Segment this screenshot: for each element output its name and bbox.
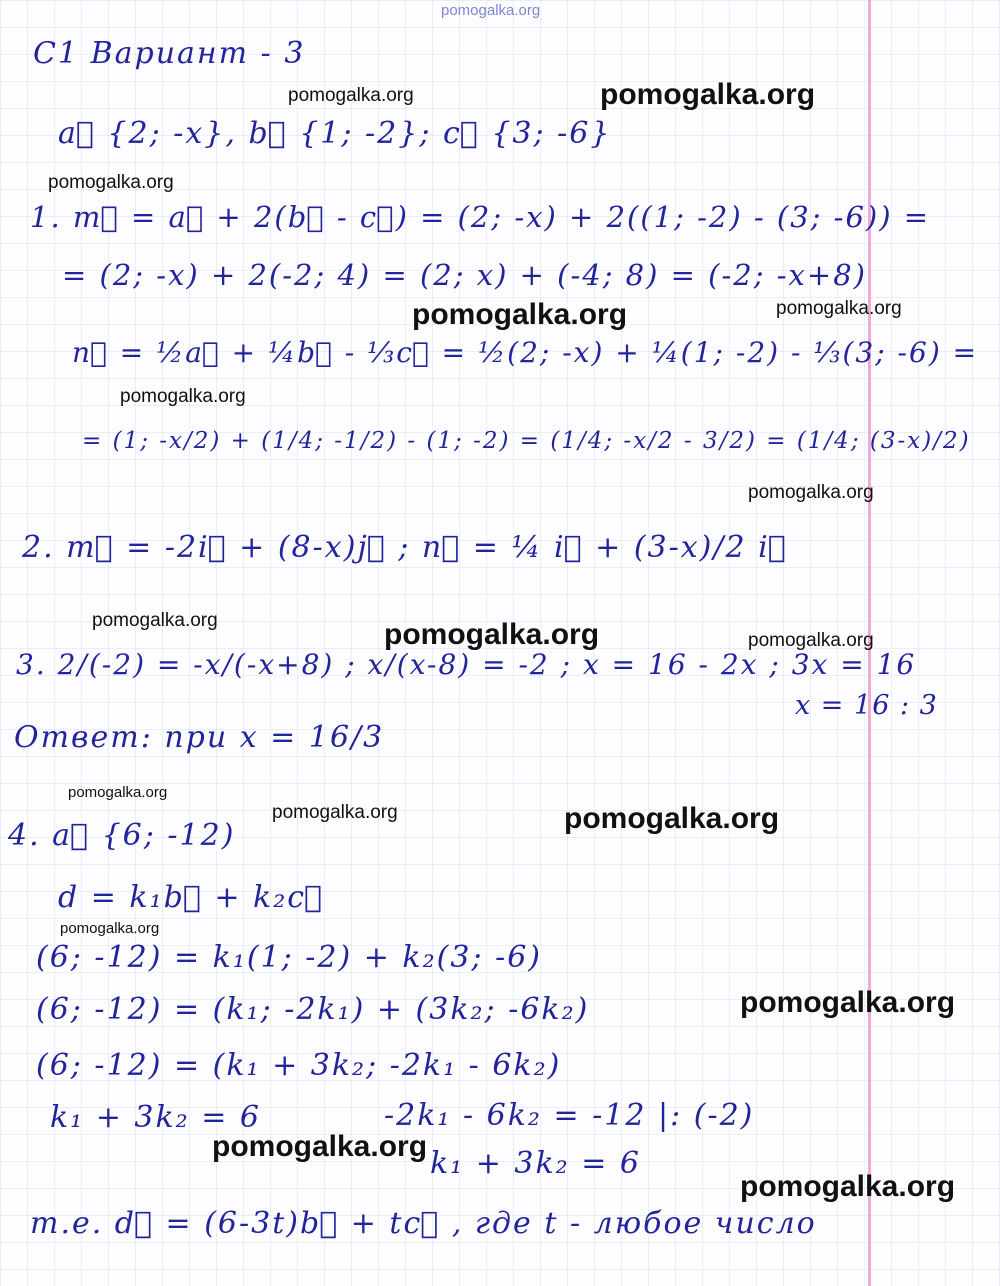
system-eq2: -2k₁ - 6k₂ = -12 |: (-2) xyxy=(384,1098,755,1133)
step4-decomposition: d = k₁b⃗ + k₂c⃗ xyxy=(58,880,325,915)
watermark: pomogalka.org xyxy=(384,618,600,651)
variant-heading: С1 Вариант - 3 xyxy=(33,36,306,71)
watermark: pomogalka.org xyxy=(288,85,414,106)
answer-line: Ответ: при x = 16/3 xyxy=(14,720,385,755)
watermark: pomogalka.org xyxy=(68,784,168,801)
step3-result-line: x = 16 : 3 xyxy=(795,690,938,721)
system-eq3: k₁ + 3k₂ = 6 xyxy=(430,1146,642,1181)
step4-line1: (6; -12) = k₁(1; -2) + k₂(3; -6) xyxy=(36,940,543,975)
step1-m-line1: 1. m⃗ = a⃗ + 2(b⃗ - c⃗) = (2; -x) + 2((1; -2) - (3; -6)) = xyxy=(30,200,931,234)
step4-line3: (6; -12) = (k₁ + 3k₂; -2k₁ - 6k₂) xyxy=(36,1048,562,1083)
step1-m-line2: = (2; -x) + 2(-2; 4) = (2; x) + (-4; 8) = (-2; -x+8) xyxy=(62,258,867,292)
step2-line: 2. m⃗ = -2i⃗ + (8-x)j⃗ ; n⃗ = ¼ i⃗ + (3-x)/2 i⃗ xyxy=(22,530,788,565)
watermark: pomogalka.org xyxy=(740,986,956,1019)
top-watermark: pomogalka.org xyxy=(441,2,541,19)
watermark: pomogalka.org xyxy=(748,630,874,651)
conclusion-line: т.е. d⃗ = (6-3t)b⃗ + tc⃗ , где t - любое число xyxy=(30,1206,817,1241)
step1-n-line1: n⃗ = ½a⃗ + ¼b⃗ - ⅓c⃗ = ½(2; -x) + ¼(1; -2) - ⅓(3; -6) = xyxy=(72,336,979,369)
watermark: pomogalka.org xyxy=(748,482,874,503)
watermark: pomogalka.org xyxy=(600,78,816,111)
watermark: pomogalka.org xyxy=(120,386,246,407)
system-eq1: k₁ + 3k₂ = 6 xyxy=(50,1100,262,1135)
watermark: pomogalka.org xyxy=(92,610,218,631)
step1-n-line2: = (1; -x/2) + (1/4; -1/2) - (1; -2) = (1/4; -x/2 - 3/2) = (1/4; (3-x)/2) xyxy=(82,428,971,454)
watermark: pomogalka.org xyxy=(272,802,398,823)
watermark: pomogalka.org xyxy=(60,920,160,937)
watermark: pomogalka.org xyxy=(740,1170,956,1203)
watermark: pomogalka.org xyxy=(776,298,902,319)
watermark: pomogalka.org xyxy=(412,298,628,331)
watermark: pomogalka.org xyxy=(48,172,174,193)
vectors-given-line: a⃗ {2; -x}, b⃗ {1; -2}; c⃗ {3; -6} xyxy=(58,116,612,151)
watermark: pomogalka.org xyxy=(212,1130,428,1163)
step4-vector-a: 4. a⃗ {6; -12) xyxy=(8,818,236,853)
watermark: pomogalka.org xyxy=(564,802,780,835)
step3-line: 3. 2/(-2) = -x/(-x+8) ; x/(x-8) = -2 ; x = 16 - 2x ; 3x = 16 xyxy=(16,648,917,681)
step4-line2: (6; -12) = (k₁; -2k₁) + (3k₂; -6k₂) xyxy=(36,992,590,1027)
